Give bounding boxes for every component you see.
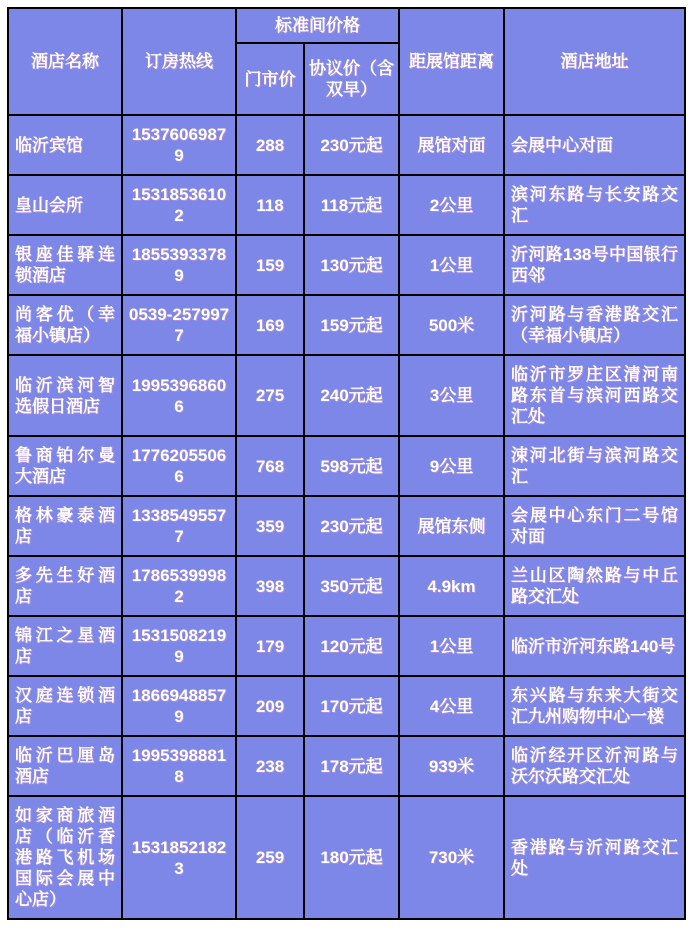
cell-address: 临沂经开区沂河路与沃尔沃路交汇处 (504, 736, 685, 796)
cell-retail-price: 169 (236, 295, 304, 355)
cell-hotel-name: 如家商旅酒店（临沂香港路飞机场国际会展中心店） (8, 796, 122, 919)
table-row (8, 115, 685, 175)
cell-hotel-name: 格林豪泰酒店 (8, 496, 122, 556)
cell-booking-hotline: 19953968606 (122, 355, 236, 436)
cell-agreement-price: 180元起 (304, 796, 399, 919)
cell-retail-price: 275 (236, 355, 304, 436)
cell-retail-price: 398 (236, 556, 304, 616)
cell-retail-price: 288 (236, 115, 304, 175)
header-distance-to-venue: 距展馆距离 (399, 8, 504, 115)
cell-hotel-name: 汉庭连锁酒店 (8, 676, 122, 736)
cell-hotel-name: 尚客优（幸福小镇店） (8, 295, 122, 355)
cell-hotel-name: 皇山会所 (8, 175, 122, 235)
table-row (8, 676, 685, 736)
table-row (8, 436, 685, 496)
table-row (8, 556, 685, 616)
cell-retail-price: 359 (236, 496, 304, 556)
cell-address: 临沂市沂河东路140号 (504, 616, 685, 676)
cell-distance: 展馆东侧 (399, 496, 504, 556)
table-row (8, 175, 685, 235)
cell-retail-price: 159 (236, 235, 304, 295)
hotel-table-body (8, 115, 685, 919)
cell-retail-price: 118 (236, 175, 304, 235)
cell-agreement-price: 230元起 (304, 115, 399, 175)
table-row (8, 616, 685, 676)
cell-hotel-name: 锦江之星酒店 (8, 616, 122, 676)
table-header (8, 8, 685, 115)
table-row (8, 736, 685, 796)
cell-booking-hotline: 19953988818 (122, 736, 236, 796)
cell-hotel-name: 临沂巴厘岛酒店 (8, 736, 122, 796)
cell-distance: 4公里 (399, 676, 504, 736)
cell-distance: 4.9km (399, 556, 504, 616)
cell-distance: 2公里 (399, 175, 504, 235)
header-booking-hotline: 订房热线 (122, 8, 236, 115)
cell-agreement-price: 350元起 (304, 556, 399, 616)
hotel-price-table (7, 7, 686, 920)
cell-booking-hotline: 0539-2579977 (122, 295, 236, 355)
cell-address: 沂河路与香港路交汇（幸福小镇店） (504, 295, 685, 355)
cell-hotel-name: 临沂宾馆 (8, 115, 122, 175)
cell-agreement-price: 130元起 (304, 235, 399, 295)
table-row (8, 796, 685, 919)
header-hotel-name: 酒店名称 (8, 8, 122, 115)
cell-booking-hotline: 13385495577 (122, 496, 236, 556)
cell-booking-hotline: 18669488579 (122, 676, 236, 736)
cell-address: 涑河北街与滨河路交汇 (504, 436, 685, 496)
cell-booking-hotline: 15318536102 (122, 175, 236, 235)
header-retail-price: 门市价 (236, 43, 304, 115)
cell-booking-hotline: 17762055066 (122, 436, 236, 496)
cell-retail-price: 238 (236, 736, 304, 796)
cell-distance: 1公里 (399, 616, 504, 676)
cell-retail-price: 179 (236, 616, 304, 676)
cell-address: 临沂市罗庄区清河南路东首与滨河西路交汇处 (504, 355, 685, 436)
cell-distance: 展馆对面 (399, 115, 504, 175)
header-standard-room-price-group: 标准间价格 (236, 8, 399, 43)
cell-address: 兰山区陶然路与中丘路交汇处 (504, 556, 685, 616)
header-hotel-address: 酒店地址 (504, 8, 685, 115)
table-row (8, 235, 685, 295)
cell-agreement-price: 178元起 (304, 736, 399, 796)
cell-agreement-price: 120元起 (304, 616, 399, 676)
cell-address: 滨河东路与长安路交汇 (504, 175, 685, 235)
cell-hotel-name: 银座佳驿连锁酒店 (8, 235, 122, 295)
cell-booking-hotline: 17865399982 (122, 556, 236, 616)
cell-agreement-price: 159元起 (304, 295, 399, 355)
cell-retail-price: 768 (236, 436, 304, 496)
cell-retail-price: 259 (236, 796, 304, 919)
cell-distance: 730米 (399, 796, 504, 919)
cell-distance: 3公里 (399, 355, 504, 436)
cell-agreement-price: 598元起 (304, 436, 399, 496)
table-row (8, 295, 685, 355)
cell-booking-hotline: 15318521823 (122, 796, 236, 919)
cell-agreement-price: 118元起 (304, 175, 399, 235)
cell-distance: 1公里 (399, 235, 504, 295)
cell-address: 会展中心东门二号馆对面 (504, 496, 685, 556)
table-row (8, 355, 685, 436)
cell-address: 香港路与沂河路交汇处 (504, 796, 685, 919)
cell-distance: 9公里 (399, 436, 504, 496)
cell-distance: 500米 (399, 295, 504, 355)
cell-distance: 939米 (399, 736, 504, 796)
table-row (8, 496, 685, 556)
cell-booking-hotline: 18553933789 (122, 235, 236, 295)
cell-booking-hotline: 15376069879 (122, 115, 236, 175)
cell-agreement-price: 170元起 (304, 676, 399, 736)
cell-hotel-name: 多先生好酒店 (8, 556, 122, 616)
cell-address: 东兴路与东来大街交汇九州购物中心一楼 (504, 676, 685, 736)
cell-booking-hotline: 15315082199 (122, 616, 236, 676)
header-agreement-price: 协议价（含双早） (304, 43, 399, 115)
cell-hotel-name: 鲁商铂尔曼大酒店 (8, 436, 122, 496)
cell-address: 会展中心对面 (504, 115, 685, 175)
cell-retail-price: 209 (236, 676, 304, 736)
cell-agreement-price: 230元起 (304, 496, 399, 556)
cell-address: 沂河路138号中国银行西邻 (504, 235, 685, 295)
cell-agreement-price: 240元起 (304, 355, 399, 436)
cell-hotel-name: 临沂滨河智选假日酒店 (8, 355, 122, 436)
